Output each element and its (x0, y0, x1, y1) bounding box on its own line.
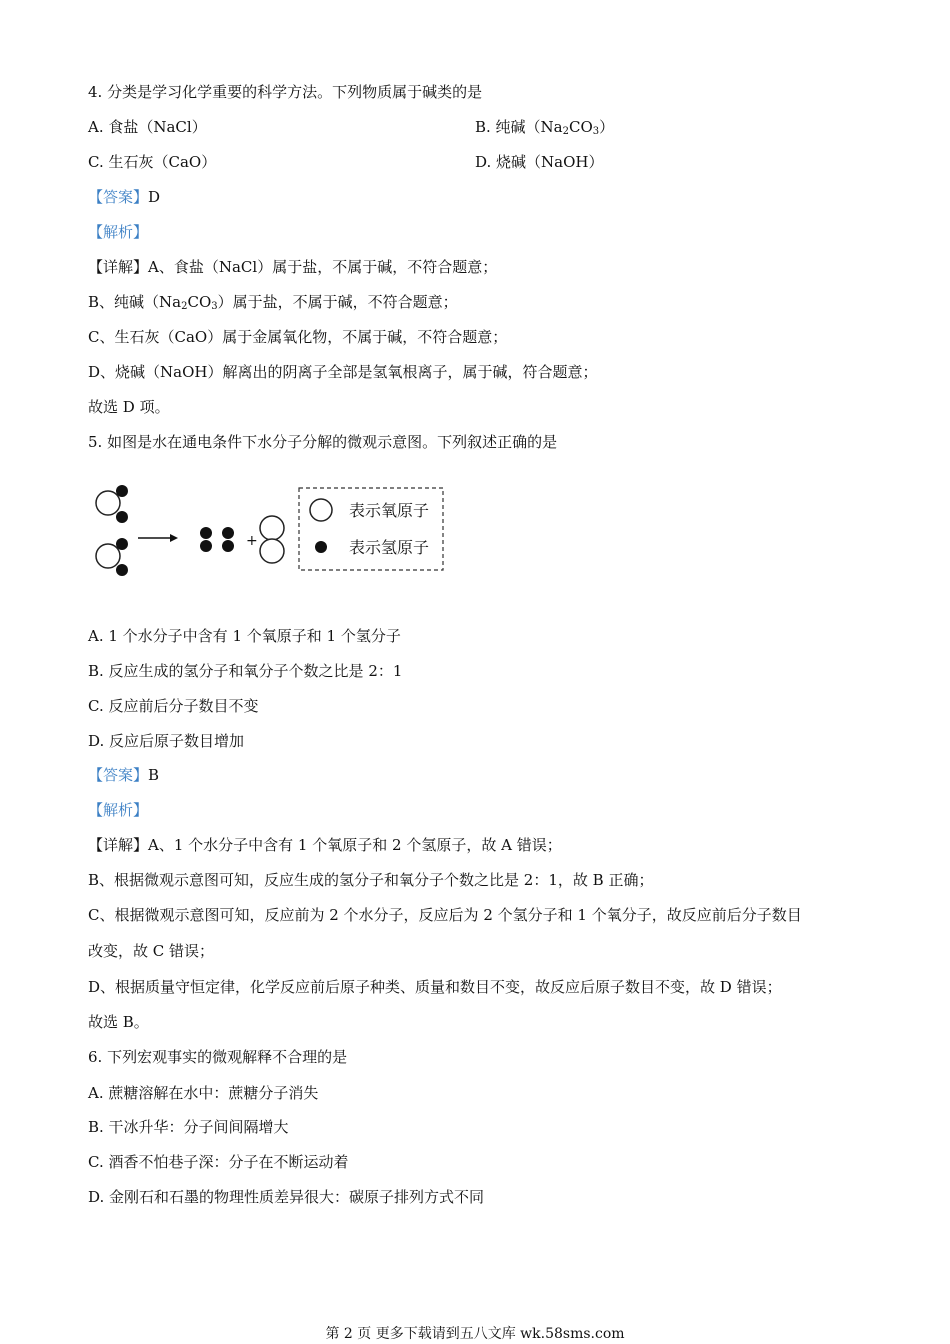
q6-option-b: B. 干冰升华：分子间间隔增大 (88, 1118, 289, 1136)
q5-detail-b: B、根据微观示意图可知，反应生成的氢分子和氧分子个数之比是 2：1，故 B 正确； (88, 871, 654, 889)
q4-detail-b: B、纯碱$(Na_2CO_3)$属于盐，不属于碱，不符合题意； (88, 293, 458, 312)
q4-option-a: A. 食盐（NaCl） (88, 118, 207, 136)
q5-option-a: A. 1 个水分子中含有 1 个氧原子和 1 个氢分子 (88, 627, 401, 645)
q4-option-c: C. 生石灰（CaO） (88, 153, 217, 171)
q5-answer: 【答案】B (88, 766, 160, 784)
q4-option-d: D. 烧碱（NaOH） (475, 153, 604, 171)
q5-detail-c1: C、根据微观示意图可知，反应前为 2 个水分子，反应后为 2 个氢分子和 1 个氧分子，故反应前后分子数目 (88, 906, 802, 924)
q4-analysis-tag: 【解析】 (88, 223, 149, 241)
q5-detail-d: D、根据质量守恒定律，化学反应前后原子种类、质量和数目不变，故反应后原子数目不变，故 D 错误； (88, 978, 782, 996)
q5-detail-c2: 改变，故 C 错误； (88, 942, 215, 960)
q4-answer: 【答案】D (88, 188, 161, 206)
q6-stem: 6. 下列宏观事实的微观解释不合理的是 (88, 1048, 348, 1066)
q5-stem: 5. 如图是水在通电条件下水分子分解的微观示意图。下列叙述正确的是 (88, 433, 558, 451)
hydrogen-atom-legend-icon (315, 541, 327, 553)
q5-option-b: B. 反应生成的氢分子和氧分子个数之比是 2：1 (88, 662, 403, 680)
q6-option-c: C. 酒香不怕巷子深：分子在不断运动着 (88, 1153, 349, 1171)
q4-detail-d: D、烧碱（NaOH）解离出的阴离子全部是氢氧根离子，属于碱，符合题意； (88, 363, 598, 381)
q4-detail-a: 【详解】A、食盐（NaCl）属于盐，不属于碱，不符合题意； (88, 258, 498, 276)
water-molecule (96, 538, 128, 576)
oxygen-molecule (260, 516, 284, 563)
q5-analysis-tag: 【解析】 (88, 801, 149, 819)
q4-stem: 4. 分类是学习化学重要的科学方法。下列物质属于碱类的是 (88, 83, 483, 101)
q4-conclusion: 故选 D 项。 (88, 398, 170, 416)
q5-option-c: C. 反应前后分子数目不变 (88, 697, 259, 715)
water-electrolysis-diagram (88, 478, 448, 583)
q5-detail-a: 【详解】A、1 个水分子中含有 1 个氧原子和 2 个氢原子，故 A 错误； (88, 836, 562, 854)
q4-detail-c: C、生石灰（CaO）属于金属氧化物，不属于碱，不符合题意； (88, 328, 508, 346)
plus-sign: + (246, 533, 258, 549)
oxygen-atom-legend-icon (310, 499, 332, 521)
q6-option-d: D. 金刚石和石墨的物理性质差异很大：碳原子排列方式不同 (88, 1188, 485, 1206)
q5-conclusion: 故选 B。 (88, 1013, 149, 1031)
legend-hydrogen-label: 表示氢原子 (349, 538, 430, 557)
reaction-arrow (138, 534, 178, 542)
legend-box (299, 488, 443, 570)
q6-option-a: A. 蔗糖溶解在水中：蔗糖分子消失 (88, 1084, 319, 1102)
q5-option-d: D. 反应后原子数目增加 (88, 732, 245, 750)
hydrogen-molecule (222, 527, 234, 552)
hydrogen-molecule (200, 527, 212, 552)
water-molecule (96, 485, 128, 523)
q4-option-b: B. 纯碱$(Na_2CO_3)$ (475, 118, 615, 137)
legend-oxygen-label: 表示氧原子 (349, 501, 430, 520)
page-footer: 第 2 页 更多下载请到五八文库 wk.58sms.com (325, 1326, 625, 1342)
